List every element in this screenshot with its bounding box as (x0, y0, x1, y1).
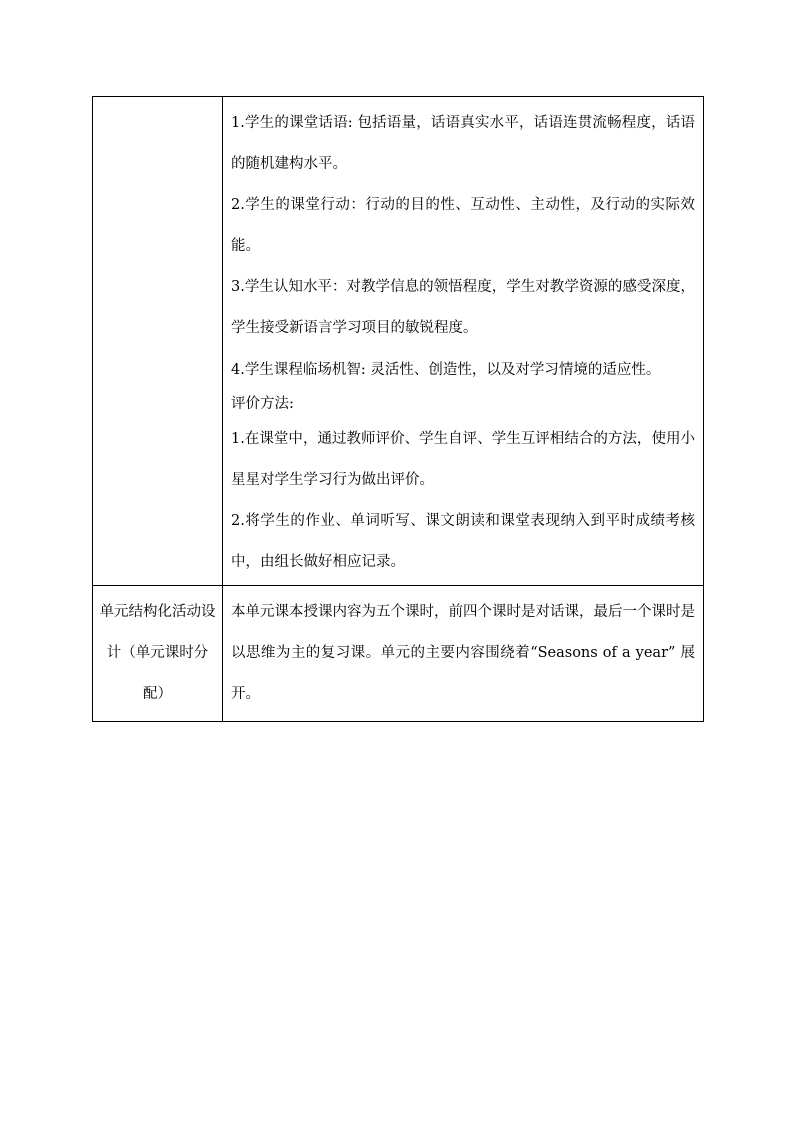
row-label-structure: 单元结构化活动设计（单元课时分配） (99, 604, 216, 702)
evaluation-method-2: 2.将学生的作业、单词听写、课文朗读和课堂表现纳入到平时成绩考核中，由组长做好相应记录。 (231, 513, 695, 570)
table-row-evaluation (93, 97, 704, 586)
evaluation-method-heading: 评价方法: (231, 396, 294, 412)
document-table (92, 96, 704, 722)
structure-content: 本单元课本授课内容为五个课时，前四个课时是对话课，最后一个课时是以思维为主的复习课。单元的主要内容围绕着“Seasons of a year” 展开。 (231, 604, 695, 702)
row-label-cell (93, 586, 223, 722)
row-label-empty (93, 97, 223, 586)
row-label-text (93, 97, 222, 109)
evaluation-item-4: 4.学生课程临场机智: 灵活性、创造性，以及对学习情境的适应性。 (231, 362, 661, 378)
evaluation-content-cell (223, 97, 704, 586)
evaluation-item-3: 3.学生认知水平：对教学信息的领悟程度，学生对教学资源的感受深度，学生接受新语言学习项目的敏锐程度。 (231, 279, 695, 336)
evaluation-method-1: 1.在课堂中，通过教师评价、学生自评、学生互评相结合的方法，使用小星星对学生学习行为做出评价。 (231, 431, 695, 488)
structure-content-cell (223, 586, 704, 722)
table-row-structure (93, 586, 704, 722)
evaluation-item-1: 1.学生的课堂话语: 包括语量，话语真实水平，话语连贯流畅程度，话语的随机建构水平。 (231, 115, 695, 172)
evaluation-item-2: 2.学生的课堂行动：行动的目的性、互动性、主动性，及行动的实际效能。 (231, 197, 695, 254)
